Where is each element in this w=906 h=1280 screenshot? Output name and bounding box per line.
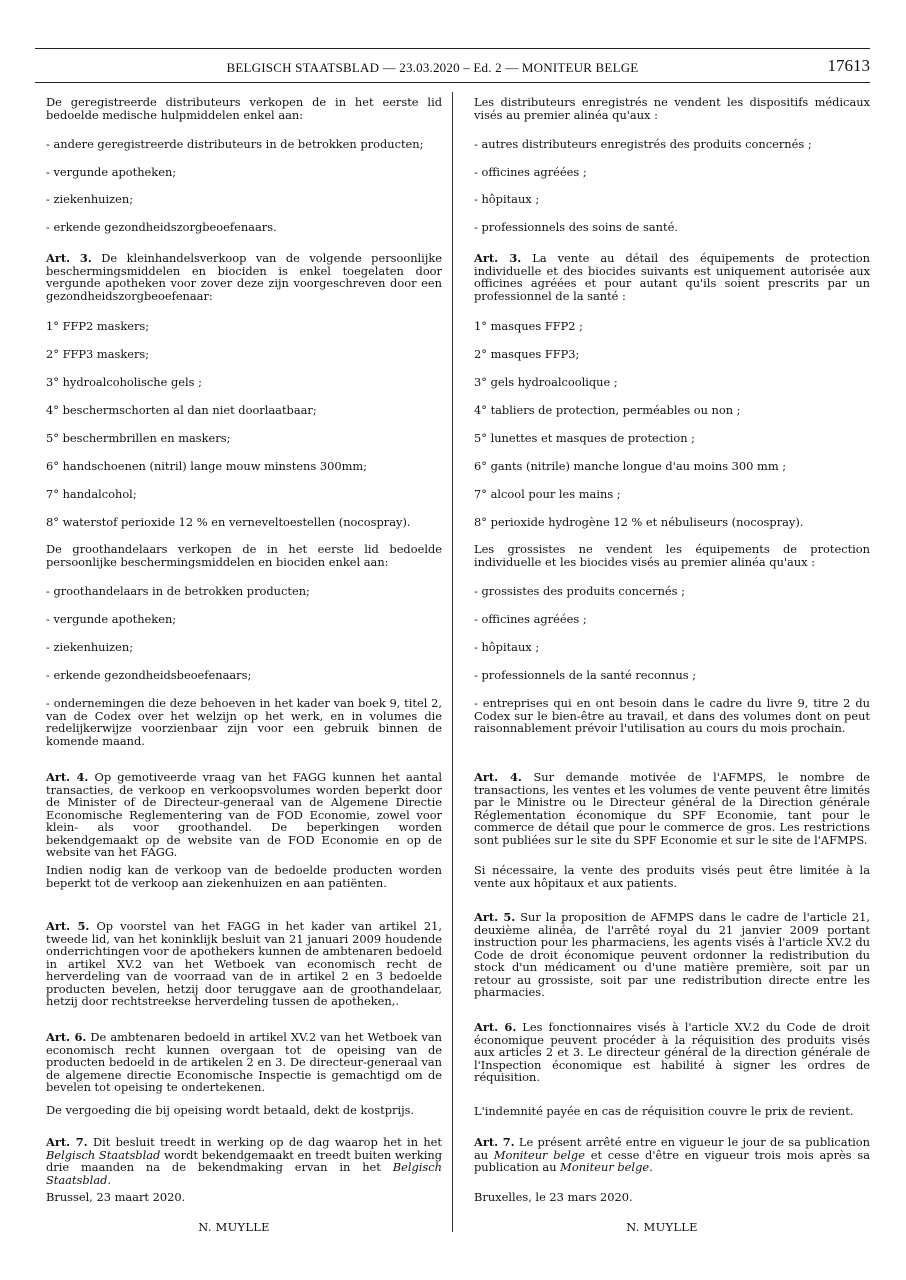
- fr-list-item: 6° gants (nitrile) manche longue d'au moins 300 mm ;: [474, 459, 787, 473]
- fr-list-item: - hôpitaux ;: [474, 192, 540, 206]
- nl-article-5: Art. 5. Op voorstel van het FAGG in het kader van artikel 21, tweede lid, van het koninklijk besluit van 21 januari 2009 houdende onderrichtingen voor de apothekers kunnen de ambtenaren bedoeld in artikel XV.2 van het Wetboek van economisch recht de herverdeling van de voorraad van de in artikel 2 en 3 bedoelde producten bevelen, hetzij door teruggave aan de groothandelaar, hetzij door rechtstreekse herverdeling tussen de apotheken,.: [46, 919, 442, 1008]
- fr-list-item: - autres distributeurs enregistrés des produits concernés ;: [474, 137, 812, 151]
- nl-signature: N. MUYLLE: [198, 1220, 270, 1234]
- nl-list-item: - groothandelaars in de betrokken producten;: [46, 584, 310, 598]
- fr-article-3: Art. 3. La vente au détail des équipements de protection individuelle et des biocides suivants est uniquement autorisée aux officines agréées et pour autant qu'ils soient prescrits par un professionnel de la santé :: [474, 251, 870, 303]
- nl-place-date: Brussel, 23 maart 2020.: [46, 1190, 186, 1204]
- fr-list-item: 5° lunettes et masques de protection ;: [474, 431, 696, 445]
- article-label: Art. 7.: [474, 1135, 515, 1149]
- fr-list-item: - professionnels de la santé reconnus ;: [474, 668, 697, 682]
- article-label: Art. 5.: [46, 919, 90, 933]
- fr-article-6: Art. 6. Les fonctionnaires visés à l'article XV.2 du Code de droit économique peuvent procéder à la réquisition des produits visés aux articles 2 et 3. Le directeur général de la direction générale de l'Inspection économique est habilité à signer les ordres de réquisition.: [474, 1020, 870, 1084]
- nl-paragraph-distributors: De geregistreerde distributeurs verkopen de in het eerste lid bedoelde medische hulpmiddelen enkel aan:: [46, 95, 442, 122]
- fr-list-item: 3° gels hydroalcoolique ;: [474, 375, 618, 389]
- page-header-title: BELGISCH STAATSBLAD — 23.03.2020 – Ed. 2 — MONITEUR BELGE: [226, 60, 639, 75]
- fr-article-4-paragraph-2: Si nécessaire, la vente des produits visés peut être limitée à la vente aux hôpitaux et aux patients.: [474, 863, 870, 890]
- article-label: Art. 4.: [474, 770, 522, 784]
- nl-list-item: - ziekenhuizen;: [46, 192, 134, 206]
- nl-article-4: Art. 4. Op gemotiveerde vraag van het FAGG kunnen het aantal transacties, de verkoop en verkoopsvolumes worden beperkt door de Minister of de Directeur-generaal van de Algemene Directie Economische Reglementering van de FOD Economie, zowel voor klein- als voor groothandel. De beperkingen worden bekendgemaakt op de website van de FOD Economie en op de website van het FAGG.: [46, 770, 442, 859]
- fr-article-7: Art. 7. Le présent arrêté entre en vigueur le jour de sa publication au Moniteur belge et cesse d'être en vigueur trois mois après sa publication au Moniteur belge.: [474, 1135, 871, 1174]
- nl-list-item: - ziekenhuizen;: [46, 640, 134, 654]
- nl-list-item: 6° handschoenen (nitril) lange mouw minstens 300mm;: [46, 459, 368, 473]
- nl-list-item: 3° hydroalcoholische gels ;: [46, 375, 202, 389]
- nl-list-item: 4° beschermschorten al dan niet doorlaatbaar;: [46, 403, 317, 417]
- page-number: 17613: [827, 56, 870, 75]
- fr-list-item: - professionnels des soins de santé.: [474, 220, 678, 234]
- nl-list-item: 1° FFP2 maskers;: [46, 319, 150, 333]
- nl-article-4-paragraph-2: Indien nodig kan de verkoop van de bedoelde producten worden beperkt tot de verkoop aan ziekenhuizen en aan patiënten.: [46, 863, 442, 890]
- fr-paragraph-distributors: Les distributeurs enregistrés ne vendent les dispositifs médicaux visés au premier alinéa qu'aux :: [474, 95, 870, 122]
- nl-list-item: - vergunde apotheken;: [46, 612, 177, 626]
- nl-article-6: Art. 6. De ambtenaren bedoeld in artikel XV.2 van het Wetboek van economisch recht kunnen overgaan tot de opeising van de producten bedoeld in de artikelen 2 en 3. De directeur-generaal van de algemene directie Economische Inspectie is gemachtigd om de bevelen tot opeising te ondertekenen.: [46, 1030, 442, 1094]
- nl-article-7: Art. 7. Dit besluit treedt in werking op de dag waarop het in het Belgisch Staatsblad wordt bekendgemaakt en treedt buiten werking drie maanden na de bekendmaking ervan in het Belgisch Staatsblad.: [46, 1135, 442, 1187]
- fr-place-date: Bruxelles, le 23 mars 2020.: [474, 1190, 633, 1204]
- column-divider: [452, 92, 453, 1232]
- nl-list-item: - vergunde apotheken;: [46, 165, 177, 179]
- article-label: Art. 3.: [46, 251, 92, 265]
- fr-list-item: - grossistes des produits concernés ;: [474, 584, 685, 598]
- article-label: Art. 4.: [46, 770, 89, 784]
- fr-article-6-paragraph-2: L'indemnité payée en cas de réquisition couvre le prix de revient.: [474, 1104, 854, 1118]
- article-label: Art. 6.: [474, 1020, 517, 1034]
- nl-paragraph-wholesalers: De groothandelaars verkopen de in het eerste lid bedoelde persoonlijke beschermingsmiddelen en biociden enkel aan:: [46, 542, 442, 569]
- fr-list-item: 8° perioxide hydrogène 12 % et nébuliseurs (nocospray).: [474, 515, 804, 529]
- fr-article-5: Art. 5. Sur la proposition de AFMPS dans le cadre de l'article 21, deuxième alinéa, de l'arrêté royal du 21 janvier 2009 portant instruction pour les pharmaciens, les agents visés à l'article XV.2 du Code de droit économique peuvent ordonner la redistribution du stock d'un médicament ou d'une matière première, soit par un retour au grossiste, soit par une redistribution directe entre les pharmacies.: [474, 910, 870, 999]
- nl-list-item: - erkende gezondheidsbeoefenaars;: [46, 668, 252, 682]
- nl-list-item: 2° FFP3 maskers;: [46, 347, 150, 361]
- nl-list-item: - andere geregistreerde distributeurs in de betrokken producten;: [46, 137, 424, 151]
- nl-article-6-paragraph-2: De vergoeding die bij opeising wordt betaald, dekt de kostprijs.: [46, 1103, 415, 1117]
- header-bottom-rule: [35, 82, 870, 83]
- fr-list-item: - hôpitaux ;: [474, 640, 540, 654]
- nl-list-item: 8° waterstof perioxide 12 % en verneveltoestellen (nocospray).: [46, 515, 411, 529]
- article-label: Art. 7.: [46, 1135, 88, 1149]
- fr-list-item: - entreprises qui en ont besoin dans le cadre du livre 9, titre 2 du Codex sur le bien-être au travail, et dans des volumes dont on peut raisonnablement prévoir l'utilisation au cours du mois prochain.: [474, 696, 870, 735]
- nl-list-item: - ondernemingen die deze behoeven in het kader van boek 9, titel 2, van de Codex over het welzijn op het werk, en in volumes die redelijkerwijze voorzienbaar zijn voor een gebruik binnen de komende maand.: [46, 696, 442, 748]
- fr-list-item: 2° masques FFP3;: [474, 347, 580, 361]
- fr-list-item: 7° alcool pour les mains ;: [474, 487, 621, 501]
- fr-list-item: 4° tabliers de protection, perméables ou non ;: [474, 403, 741, 417]
- header-top-rule: [35, 48, 870, 49]
- nl-list-item: - erkende gezondheidszorgbeoefenaars.: [46, 220, 277, 234]
- fr-signature: N. MUYLLE: [626, 1220, 698, 1234]
- fr-list-item: - officines agréées ;: [474, 165, 587, 179]
- nl-list-item: 5° beschermbrillen en maskers;: [46, 431, 231, 445]
- fr-list-item: - officines agréées ;: [474, 612, 587, 626]
- nl-article-3: Art. 3. De kleinhandelsverkoop van de volgende persoonlijke beschermingsmiddelen en biociden is enkel toegelaten door vergunde apotheken voor zover deze zijn voorgeschreven door een gezondheidszorgbeoefenaar:: [46, 251, 442, 303]
- fr-list-item: 1° masques FFP2 ;: [474, 319, 584, 333]
- article-label: Art. 5.: [474, 910, 516, 924]
- fr-paragraph-wholesalers: Les grossistes ne vendent les équipements de protection individuelle et les biocides visés au premier alinéa qu'aux :: [474, 542, 870, 569]
- nl-list-item: 7° handalcohol;: [46, 487, 137, 501]
- article-label: Art. 6.: [46, 1030, 87, 1044]
- fr-article-4: Art. 4. Sur demande motivée de l'AFMPS, le nombre de transactions, les ventes et les volumes de vente peuvent être limités par le Ministre ou le Directeur général de la Direction générale Réglementation économique du SPF Economie, tant pour le commerce de détail que pour le commerce de gros. Les restrictions sont publiées sur le site du SPF Economie et sur le site de l'AFMPS.: [474, 770, 870, 847]
- article-label: Art. 3.: [474, 251, 522, 265]
